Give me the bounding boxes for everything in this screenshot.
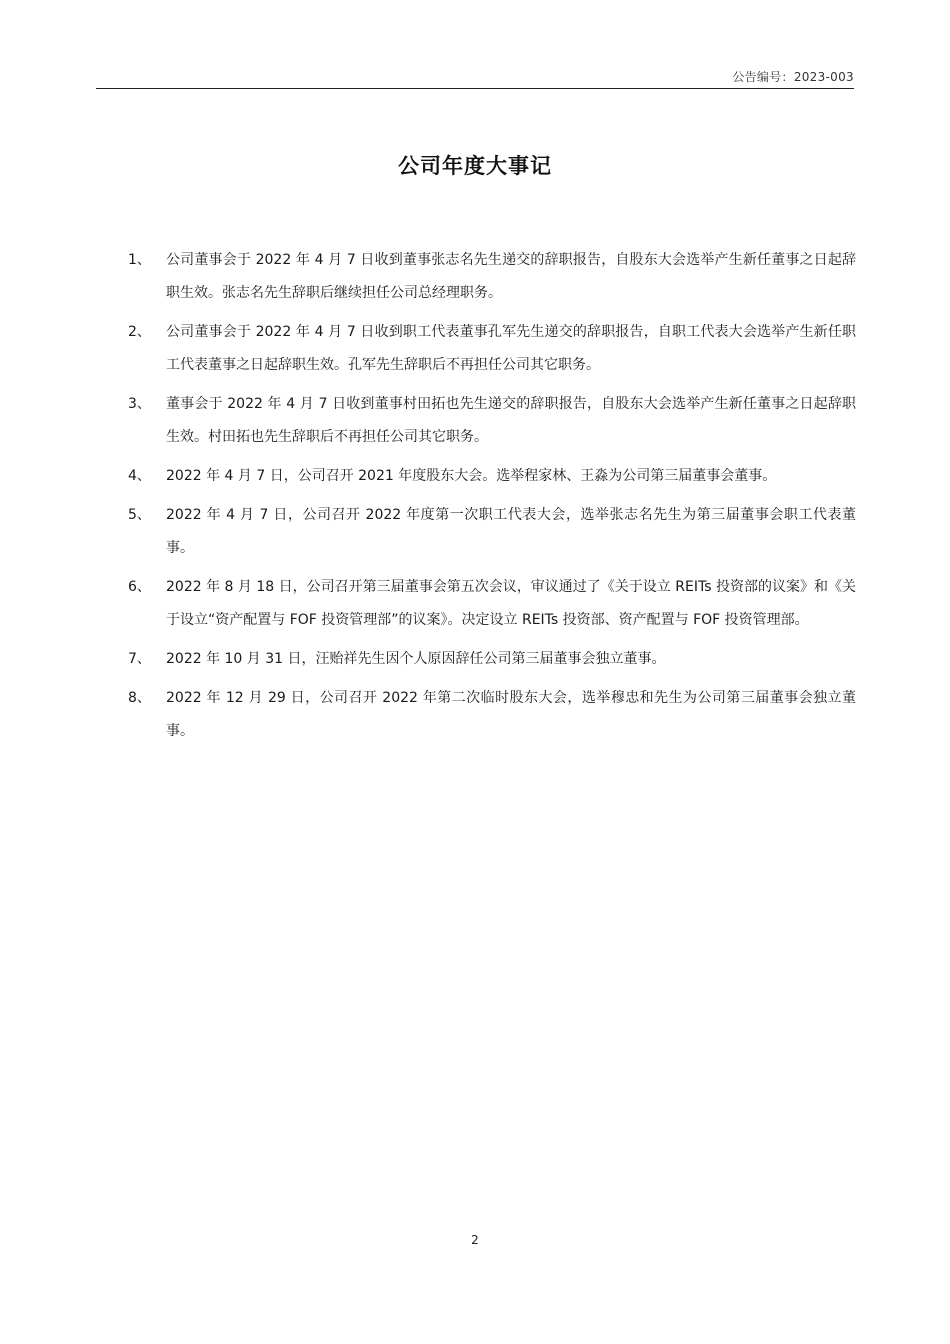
event-text: 公司董事会于 2022 年 4 月 7 日收到职工代表董事孔军先生递交的辞职报告，自职工代表大会选举产生新任职工代表董事之日起辞职生效。孔军先生辞职后不再担任公司其它职务。	[166, 324, 856, 373]
event-item-4	[128, 460, 856, 493]
document-title: 公司年度大事记	[398, 154, 552, 178]
event-text: 2022 年 4 月 7 日，公司召开 2022 年度第一次职工代表大会，选举张志名先生为第三届董事会职工代表董事。	[166, 507, 856, 556]
event-item-7	[128, 643, 856, 676]
event-text: 2022 年 12 月 29 日，公司召开 2022 年第二次临时股东大会，选举穆忠和先生为公司第三届董事会独立董事。	[166, 690, 856, 739]
event-text: 董事会于 2022 年 4 月 7 日收到董事村田拓也先生递交的辞职报告，自股东大会选举产生新任董事之日起辞职生效。村田拓也先生辞职后不再担任公司其它职务。	[166, 396, 856, 445]
announcement-code: 公告编号：2023-003	[732, 70, 854, 84]
event-item-8	[128, 682, 856, 748]
page-number: 2	[471, 1233, 479, 1247]
event-item-6	[128, 571, 856, 637]
event-number: 3、	[128, 396, 151, 412]
event-text: 公司董事会于 2022 年 4 月 7 日收到董事张志名先生递交的辞职报告，自股东大会选举产生新任董事之日起辞职生效。张志名先生辞职后继续担任公司总经理职务。	[166, 252, 856, 301]
event-text: 2022 年 8 月 18 日，公司召开第三届董事会第五次会议，审议通过了《关于设立 REITs 投资部的议案》和《关于设立“资产配置与 FOF 投资管理部”的议案》。决定设立 REITs 投资部、资产配置与 FOF 投资管理部。	[166, 579, 856, 628]
event-item-3	[128, 388, 856, 454]
event-number: 7、	[128, 651, 151, 667]
event-text: 2022 年 10 月 31 日，汪贻祥先生因个人原因辞任公司第三届董事会独立董事。	[166, 651, 666, 667]
event-number: 8、	[128, 690, 151, 706]
event-text: 2022 年 4 月 7 日，公司召开 2021 年度股东大会。选举程家林、王淼为公司第三届董事会董事。	[166, 468, 777, 484]
event-item-1	[128, 244, 856, 310]
events-list	[128, 244, 856, 754]
event-item-2	[128, 316, 856, 382]
event-number: 5、	[128, 507, 151, 523]
event-number: 6、	[128, 579, 151, 595]
event-item-5	[128, 499, 856, 565]
event-number: 1、	[128, 252, 151, 268]
event-number: 4、	[128, 468, 151, 484]
header-divider	[96, 88, 854, 89]
event-number: 2、	[128, 324, 151, 340]
